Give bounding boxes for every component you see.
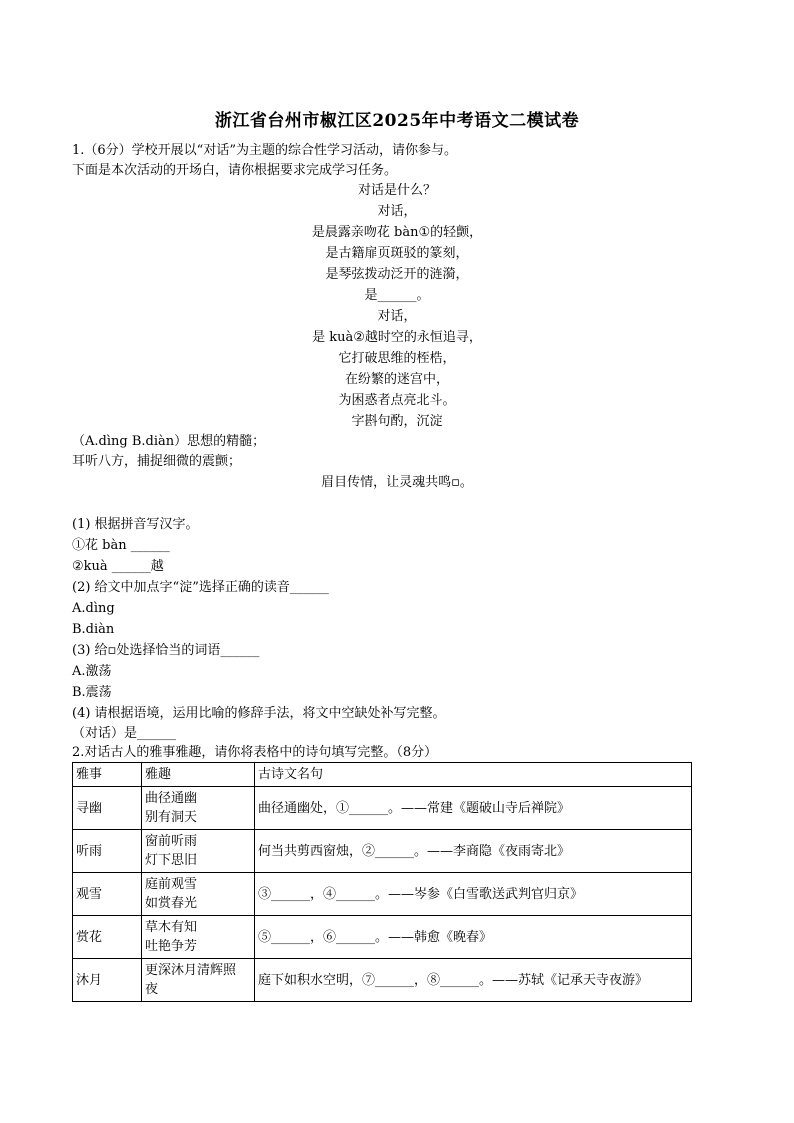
poem-line: 在纷繁的迷宫中， (344, 372, 449, 387)
question-1-instruction: 下面是本次活动的开场白，请你根据要求完成学习任务。 (72, 163, 398, 178)
table-row (73, 873, 692, 916)
sub-question-3: (3) 给▫处选择恰当的词语______ (72, 643, 260, 658)
question-1-intro: 1.（6分）学校开展以“对话”为主题的综合性学习活动，请你参与。 (72, 143, 457, 158)
poem-line: 对话， (377, 309, 417, 324)
poem-line: 是晨露亲吻花 bàn①的轻颤， (311, 225, 483, 240)
poem-line: 是古籍扉页斑驳的篆刻， (325, 246, 469, 261)
question-2-intro: 2.对话古人的雅事雅趣，请你将表格中的诗句填写完整。（8分） (72, 745, 438, 760)
column-header: 古诗文名句 (255, 763, 692, 787)
answer-blank-1[interactable]: ①花 bàn ______ (72, 538, 170, 553)
poem-line: 为困惑者点亮北斗。 (338, 393, 456, 408)
poem-line: 是琴弦拨动泛开的涟漪， (325, 267, 469, 282)
interest-cell: 草木有知 吐艳争芳 (142, 916, 255, 959)
table-row (73, 830, 692, 873)
poem-line: 对话是什么？ (357, 183, 436, 198)
table-row (73, 916, 692, 959)
poem-line-blank: 是______。 (364, 288, 430, 303)
event-cell: 寻幽 (73, 787, 142, 830)
verse-cell[interactable]: 何当共剪西窗烛，②______。——李商隐《夜雨寄北》 (255, 830, 692, 873)
sub-question-4: (4) 请根据语境，运用比喻的修辞手法，将文中空缺处补写完整。 (72, 706, 446, 721)
event-cell: 听雨 (73, 830, 142, 873)
table-row (73, 787, 692, 830)
answer-blank-4[interactable]: （对话）是______ (72, 726, 177, 741)
poem-line: 眉目传情，让灵魂共鸣▫。 (321, 475, 473, 490)
event-cell: 赏花 (73, 916, 142, 959)
poem-line: 对话， (377, 204, 417, 219)
interest-cell: 更深沐月清辉照 夜 (142, 959, 255, 1002)
option-b[interactable]: B.diàn (72, 622, 115, 637)
poem-line: 耳听八方，捕捉细微的震颤； (72, 454, 242, 469)
column-header: 雅趣 (142, 763, 255, 787)
verse-cell[interactable]: ③______，④______。——岑参《白雪歌送武判官归京》 (255, 873, 692, 916)
verse-table (72, 762, 692, 1002)
verse-cell[interactable]: 庭下如积水空明，⑦______，⑧______。——苏轼《记承天寺夜游》 (255, 959, 692, 1002)
poem-line: （A.dìng B.diàn）思想的精髓； (72, 434, 266, 449)
poem-line: 是 kuà②越时空的永恒追寻， (312, 330, 482, 345)
poem-line: 字斟句酌，沉淀 (351, 414, 443, 429)
table-header-row (73, 763, 692, 787)
sub-question-2: (2) 给文中加点字“淀”选择正确的读音______ (72, 580, 329, 595)
table-row (73, 959, 692, 1002)
event-cell: 沐月 (73, 959, 142, 1002)
sub-question-1: (1) 根据拼音写汉字。 (72, 517, 199, 532)
option-b[interactable]: B.震荡 (72, 685, 112, 700)
option-a[interactable]: A.dìng (72, 601, 115, 616)
event-cell: 观雪 (73, 873, 142, 916)
verse-cell[interactable]: 曲径通幽处，①______。——常建《题破山寺后禅院》 (255, 787, 692, 830)
answer-blank-2[interactable]: ②kuà ______越 (72, 559, 164, 574)
page-title: 浙江省台州市椒江区2025年中考语文二模试卷 (214, 111, 580, 131)
interest-cell: 庭前观雪 如赏春光 (142, 873, 255, 916)
poem-line: 它打破思维的桎梏， (338, 351, 456, 366)
option-a[interactable]: A.激荡 (72, 664, 112, 679)
column-header: 雅事 (73, 763, 142, 787)
interest-cell: 曲径通幽 别有洞天 (142, 787, 255, 830)
interest-cell: 窗前听雨 灯下思旧 (142, 830, 255, 873)
verse-cell[interactable]: ⑤______，⑥______。——韩愈《晚春》 (255, 916, 692, 959)
